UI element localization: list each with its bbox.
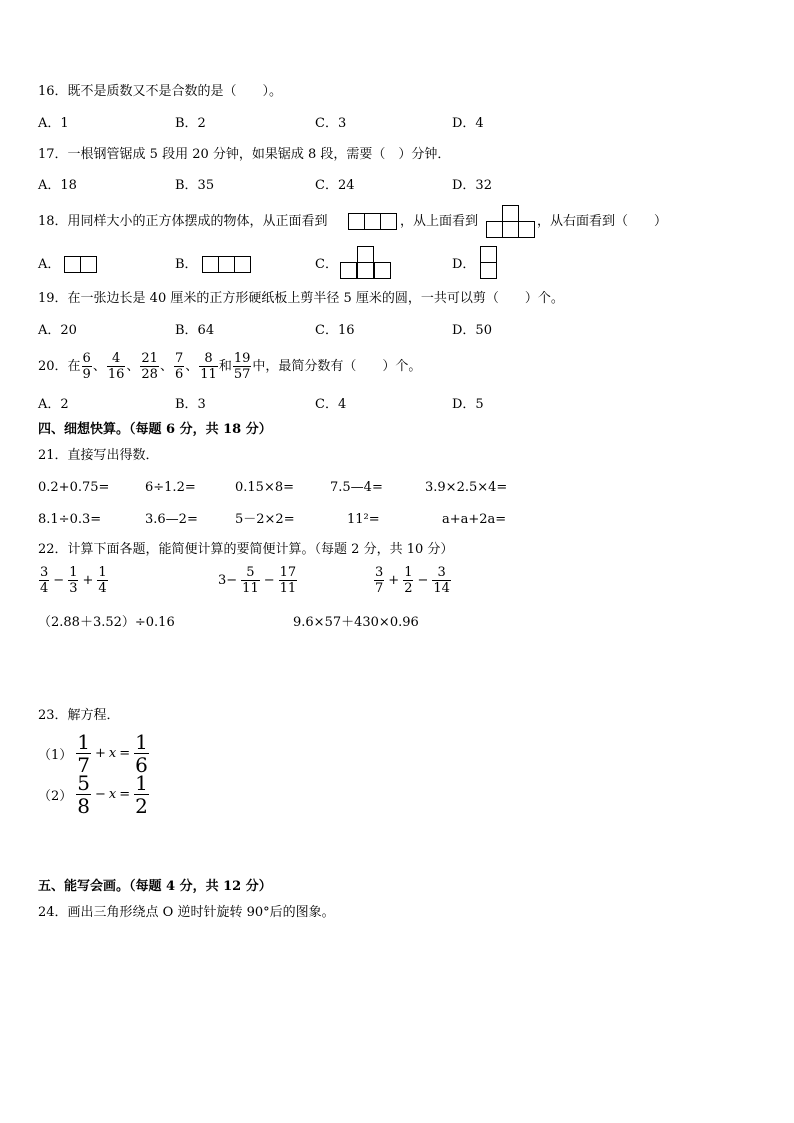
q21-item: 5－2×2= — [235, 512, 295, 527]
q20-option-c: C．4 — [315, 397, 347, 412]
fraction: $\frac{21}{28}$ — [141, 351, 158, 382]
q16-option-d: D．4 — [452, 116, 484, 131]
q21-item: 0.2+0.75= — [38, 480, 110, 495]
q23-equation-2: （2） $\frac{5}{8}$ − x = $\frac{1}{2}$ — [38, 771, 148, 818]
q16-option-b: B．2 — [175, 116, 206, 131]
q21-title: 21．直接写出得数． — [38, 448, 159, 463]
q21-item: 3.9×2.5×4= — [425, 480, 508, 495]
fraction: $\frac{4}{16}$ — [107, 351, 125, 382]
q20-option-d: D．5 — [452, 397, 484, 412]
q20-line: 20．在 $\frac{6}{9}$ 、 $\frac{4}{16}$ 、 $\frac{21}{28}$ 、 $\frac{7}{6}$ 、 $\frac{8}{11}$ 和 $\frac{19}{57}$ 中，最简分数有（ ）个。 — [38, 351, 422, 382]
fraction: $\frac{7}{6}$ — [174, 351, 184, 382]
q22-title: 22．计算下面各题，能简便计算的要简便计算。（每题 2 分，共 10 分） — [38, 542, 454, 557]
q17-text: 17．一根钢管锯成 5 段用 20 分钟，如果锯成 8 段，需要（ ）分钟． — [38, 147, 451, 162]
fraction: $\frac{8}{11}$ — [200, 351, 217, 382]
q21-item: a+a+2a= — [442, 512, 507, 527]
fraction: $\frac{19}{57}$ — [233, 351, 251, 382]
q17-option-a: A．18 — [38, 178, 77, 193]
q23-title: 23．解方程． — [38, 708, 120, 723]
q22-expression-1: $\frac{3}{4}$ − $\frac{1}{3}$ + $\frac{1}{4}$ — [40, 565, 107, 596]
q19-option-c: C．16 — [315, 323, 355, 338]
section-4-title: 四、细想快算。（每题 6 分，共 18 分） — [38, 422, 272, 437]
q20-prefix: 20．在 — [38, 359, 81, 374]
q19-option-d: D．50 — [452, 323, 492, 338]
q16-option-c: C．3 — [315, 116, 347, 131]
q21-item: 7.5—4= — [330, 480, 383, 495]
q23-equation-1: （1） $\frac{1}{7}$ + x = $\frac{1}{6}$ — [38, 730, 148, 777]
q19-option-a: A．20 — [38, 323, 77, 338]
q22-expression-2: 3− $\frac{5}{11}$ − $\frac{17}{11}$ — [218, 565, 297, 596]
q22-expression-4: （2.88＋3.52）÷0.16 — [38, 615, 175, 630]
q18-option-b: B． — [175, 257, 198, 272]
q20-option-a: A．2 — [38, 397, 69, 412]
q21-item: 8.1÷0.3= — [38, 512, 102, 527]
q17-option-c: C．24 — [315, 178, 355, 193]
q17-option-b: B．35 — [175, 178, 215, 193]
fraction: $\frac{6}{9}$ — [82, 351, 91, 382]
q24-text: 24．画出三角形绕点 O 逆时针旋转 90°后的图象。 — [38, 905, 335, 920]
q18-text-a: 18．用同样大小的正方体摆成的物体，从正面看到 — [38, 214, 328, 229]
q20-option-b: B．3 — [175, 397, 206, 412]
q17-option-d: D．32 — [452, 178, 492, 193]
q16-text: 16．既不是质数又不是合数的是（ ）。 — [38, 84, 283, 99]
q21-item: 6÷1.2= — [145, 480, 196, 495]
section-5-title: 五、能写会画。（每题 4 分，共 12 分） — [38, 879, 272, 894]
q19-option-b: B．64 — [175, 323, 215, 338]
q22-expression-3: $\frac{3}{7}$ + $\frac{1}{2}$ − $\frac{3}{14}$ — [375, 565, 450, 596]
q21-item: 3.6—2= — [145, 512, 198, 527]
q19-text: 19．在一张边长是 40 厘米的正方形硬纸板上剪半径 5 厘米的圆，一共可以剪（ ）个。 — [38, 291, 564, 306]
q18-text-c: ，从右面看到（ ） — [537, 214, 668, 229]
q22-expression-5: 9.6×57＋430×0.96 — [293, 615, 419, 630]
q18-text-b: ，从上面看到 — [400, 214, 479, 229]
q18-option-a: A． — [38, 257, 61, 272]
q21-item: 11²= — [347, 512, 380, 527]
q18-option-d: D． — [452, 257, 476, 272]
q20-suffix: 中，最简分数有（ ）个。 — [252, 359, 422, 374]
q16-option-a: A．1 — [38, 116, 69, 131]
q21-item: 0.15×8= — [235, 480, 295, 495]
q18-option-c: C． — [315, 257, 338, 272]
